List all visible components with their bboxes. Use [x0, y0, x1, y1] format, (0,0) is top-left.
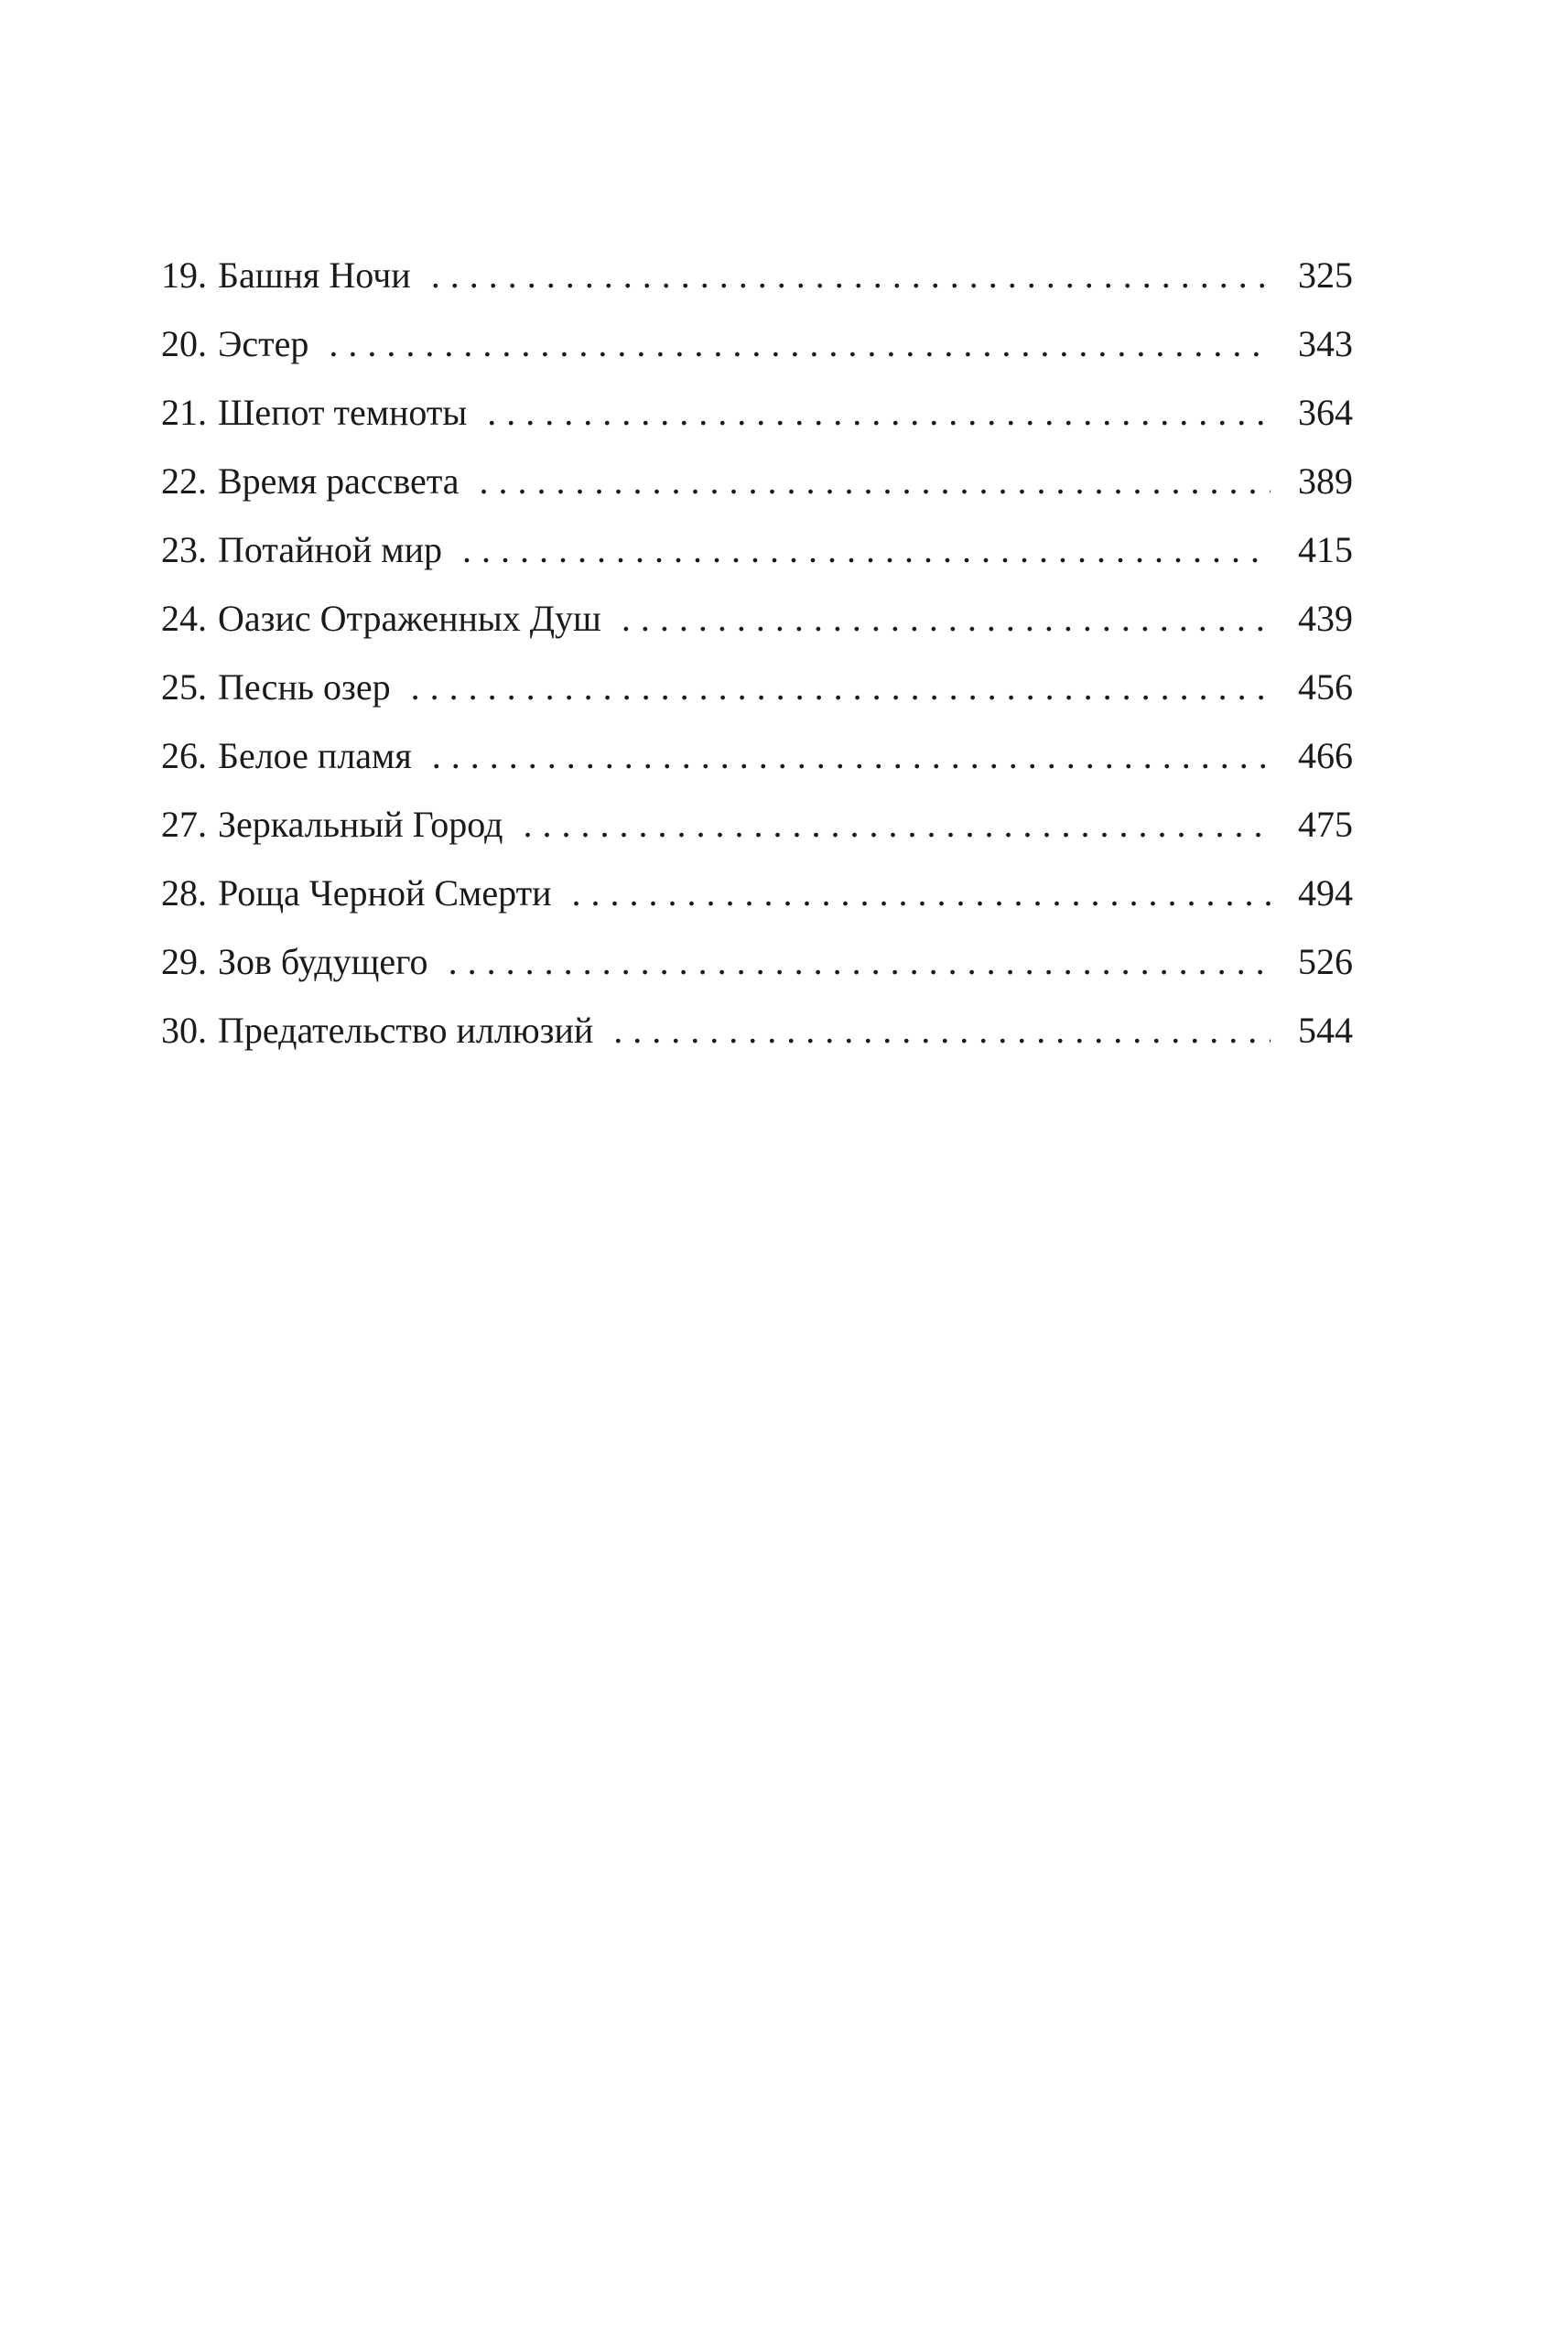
page-number: 544 [1298, 1010, 1353, 1051]
page-number: 364 [1298, 392, 1353, 433]
dot-leader [432, 721, 1271, 790]
chapter-number: 21. [161, 392, 207, 433]
toc-entry [161, 309, 1353, 378]
dot-leader [622, 584, 1271, 653]
chapter-number: 30. [161, 1010, 207, 1051]
chapter-number: 19. [161, 254, 207, 296]
page-number: 415 [1298, 529, 1353, 570]
toc-entry [161, 584, 1353, 653]
dot-leader [523, 790, 1271, 859]
dot-leader [487, 378, 1271, 447]
chapter-title: Время рассвета [218, 460, 460, 502]
toc-entry [161, 241, 1353, 309]
page-number: 389 [1298, 460, 1353, 502]
toc-entry [161, 721, 1353, 790]
page-number: 456 [1298, 666, 1353, 708]
chapter-title: Эстер [218, 323, 309, 364]
page-number: 466 [1298, 735, 1353, 776]
dot-leader [431, 241, 1271, 309]
toc-entry [161, 859, 1353, 927]
chapter-number: 22. [161, 460, 207, 502]
chapter-title: Предательство иллюзий [218, 1010, 594, 1051]
page-number: 475 [1298, 804, 1353, 845]
toc-entry [161, 447, 1353, 515]
chapter-number: 27. [161, 804, 207, 845]
chapter-number: 23. [161, 529, 207, 570]
page-number: 325 [1298, 254, 1353, 296]
toc-entry [161, 653, 1353, 721]
dot-leader [613, 996, 1271, 1065]
page-number: 526 [1298, 941, 1353, 982]
chapter-title: Оазис Отраженных Душ [218, 598, 601, 639]
chapter-title: Белое пламя [218, 735, 412, 776]
chapter-title: Потайной мир [218, 529, 443, 570]
chapter-title: Песнь озер [218, 666, 391, 708]
toc-entry [161, 996, 1353, 1065]
dot-leader [411, 653, 1271, 721]
chapter-number: 26. [161, 735, 207, 776]
toc-entry [161, 927, 1353, 996]
chapter-number: 28. [161, 872, 207, 914]
chapter-number: 29. [161, 941, 207, 982]
dot-leader [329, 309, 1271, 378]
toc-entry [161, 378, 1353, 447]
chapter-number: 20. [161, 323, 207, 364]
chapter-number: 25. [161, 666, 207, 708]
chapter-title: Башня Ночи [218, 254, 411, 296]
toc-entry [161, 515, 1353, 584]
page-number: 494 [1298, 872, 1353, 914]
chapter-number: 24. [161, 598, 207, 639]
page-number: 439 [1298, 598, 1353, 639]
dot-leader [571, 859, 1271, 927]
chapter-title: Роща Черной Смерти [218, 872, 552, 914]
dot-leader [462, 515, 1271, 584]
toc-entry [161, 790, 1353, 859]
dot-leader [449, 927, 1271, 996]
chapter-title: Зеркальный Город [218, 804, 503, 845]
table-of-contents [161, 241, 1353, 1065]
chapter-title: Зов будущего [218, 941, 428, 982]
dot-leader [480, 447, 1271, 515]
chapter-title: Шепот темноты [218, 392, 468, 433]
page-number: 343 [1298, 323, 1353, 364]
